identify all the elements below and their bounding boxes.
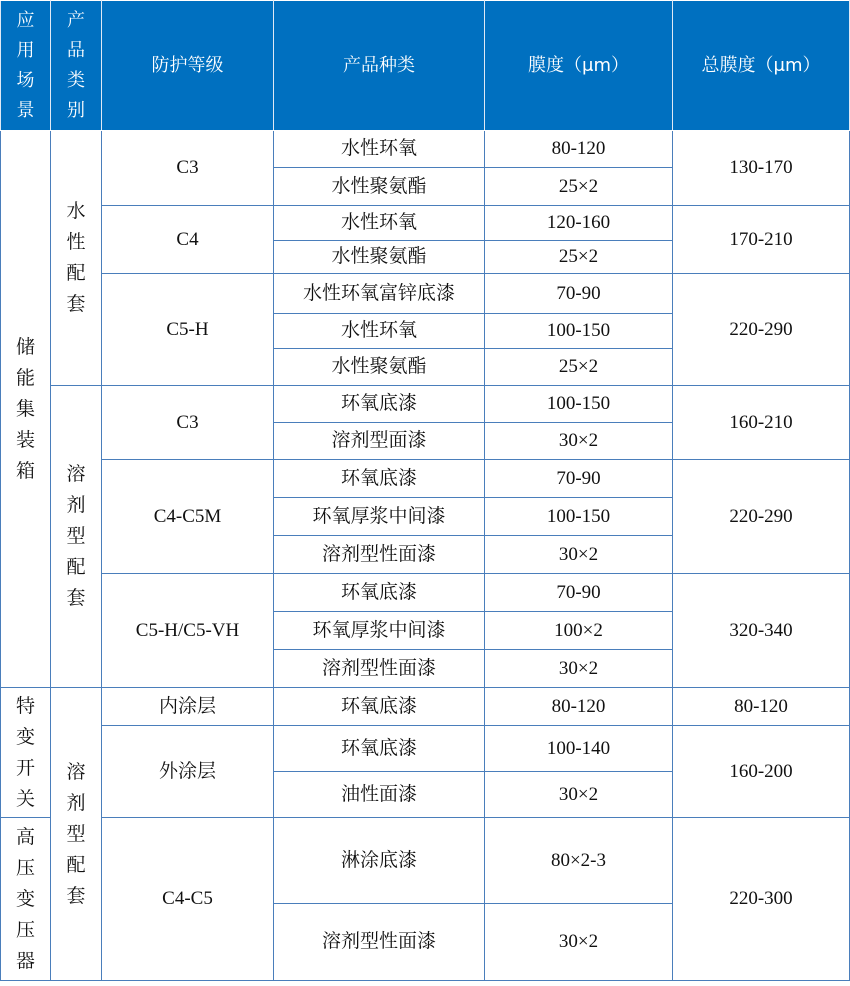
scenario-cell: 高压变压器 bbox=[1, 818, 51, 981]
product-cell: 环氧底漆 bbox=[274, 460, 485, 498]
grade-cell: C3 bbox=[102, 131, 274, 206]
table-row bbox=[1, 726, 850, 772]
thickness-cell: 80-120 bbox=[485, 131, 673, 168]
product-cell: 水性聚氨酯 bbox=[274, 168, 485, 206]
product-cell: 环氧底漆 bbox=[274, 688, 485, 726]
thickness-cell: 30×2 bbox=[485, 423, 673, 460]
header-product-type: 产品种类 bbox=[274, 1, 485, 131]
product-cell: 溶剂型性面漆 bbox=[274, 650, 485, 688]
product-cell: 溶剂型面漆 bbox=[274, 423, 485, 460]
thickness-cell: 100-140 bbox=[485, 726, 673, 772]
thickness-cell: 80-120 bbox=[485, 688, 673, 726]
grade-cell: C4-C5M bbox=[102, 460, 274, 574]
thickness-cell: 120-160 bbox=[485, 206, 673, 241]
grade-cell: C3 bbox=[102, 386, 274, 460]
table-row bbox=[1, 274, 850, 314]
total-cell: 320-340 bbox=[673, 574, 850, 688]
header-thickness: 膜度（μm） bbox=[485, 1, 673, 131]
thickness-cell: 25×2 bbox=[485, 168, 673, 206]
thickness-cell: 100-150 bbox=[485, 314, 673, 349]
total-cell: 220-290 bbox=[673, 274, 850, 386]
category-cell: 溶剂型配套 bbox=[51, 386, 102, 688]
product-cell: 环氧底漆 bbox=[274, 386, 485, 423]
thickness-cell: 25×2 bbox=[485, 241, 673, 274]
grade-cell: C5-H/C5-VH bbox=[102, 574, 274, 688]
grade-cell: C5-H bbox=[102, 274, 274, 386]
table-row bbox=[1, 206, 850, 241]
product-cell: 水性环氧 bbox=[274, 206, 485, 241]
header-category: 产品类别 bbox=[51, 1, 102, 131]
product-cell: 环氧底漆 bbox=[274, 574, 485, 612]
product-cell: 环氧厚浆中间漆 bbox=[274, 612, 485, 650]
product-cell: 油性面漆 bbox=[274, 772, 485, 818]
product-cell: 水性环氧富锌底漆 bbox=[274, 274, 485, 314]
table-body bbox=[1, 131, 850, 981]
header-scenario: 应用场景 bbox=[1, 1, 51, 131]
table-row bbox=[1, 574, 850, 612]
scenario-cell: 储能集装箱 bbox=[1, 131, 51, 688]
header-total-thickness: 总膜度（μm） bbox=[673, 1, 850, 131]
product-cell: 水性聚氨酯 bbox=[274, 349, 485, 386]
product-cell: 溶剂型性面漆 bbox=[274, 904, 485, 981]
thickness-cell: 70-90 bbox=[485, 274, 673, 314]
thickness-cell: 70-90 bbox=[485, 460, 673, 498]
product-cell: 溶剂型性面漆 bbox=[274, 536, 485, 574]
header-row bbox=[1, 1, 850, 131]
table-row bbox=[1, 818, 850, 904]
grade-cell: 外涂层 bbox=[102, 726, 274, 818]
grade-cell: C4 bbox=[102, 206, 274, 274]
product-cell: 环氧底漆 bbox=[274, 726, 485, 772]
grade-cell: 内涂层 bbox=[102, 688, 274, 726]
category-cell: 水性配套 bbox=[51, 131, 102, 386]
thickness-cell: 30×2 bbox=[485, 772, 673, 818]
thickness-cell: 30×2 bbox=[485, 650, 673, 688]
table-row bbox=[1, 386, 850, 423]
product-cell: 环氧厚浆中间漆 bbox=[274, 498, 485, 536]
total-cell: 170-210 bbox=[673, 206, 850, 274]
thickness-cell: 30×2 bbox=[485, 536, 673, 574]
total-cell: 160-210 bbox=[673, 386, 850, 460]
total-cell: 80-120 bbox=[673, 688, 850, 726]
table-row bbox=[1, 131, 850, 168]
product-cell: 淋涂底漆 bbox=[274, 818, 485, 904]
product-cell: 水性环氧 bbox=[274, 314, 485, 349]
product-cell: 水性聚氨酯 bbox=[274, 241, 485, 274]
total-cell: 160-200 bbox=[673, 726, 850, 818]
table-row bbox=[1, 460, 850, 498]
thickness-cell: 100-150 bbox=[485, 386, 673, 423]
scenario-cell: 特变开关 bbox=[1, 688, 51, 818]
thickness-cell: 80×2-3 bbox=[485, 818, 673, 904]
total-cell: 220-300 bbox=[673, 818, 850, 981]
thickness-cell: 100-150 bbox=[485, 498, 673, 536]
thickness-cell: 70-90 bbox=[485, 574, 673, 612]
total-cell: 220-290 bbox=[673, 460, 850, 574]
thickness-cell: 100×2 bbox=[485, 612, 673, 650]
thickness-cell: 25×2 bbox=[485, 349, 673, 386]
grade-cell: C4-C5 bbox=[102, 818, 274, 981]
table-row bbox=[1, 688, 850, 726]
header-protection-grade: 防护等级 bbox=[102, 1, 274, 131]
thickness-cell: 30×2 bbox=[485, 904, 673, 981]
product-cell: 水性环氧 bbox=[274, 131, 485, 168]
category-cell: 溶剂型配套 bbox=[51, 688, 102, 981]
total-cell: 130-170 bbox=[673, 131, 850, 206]
